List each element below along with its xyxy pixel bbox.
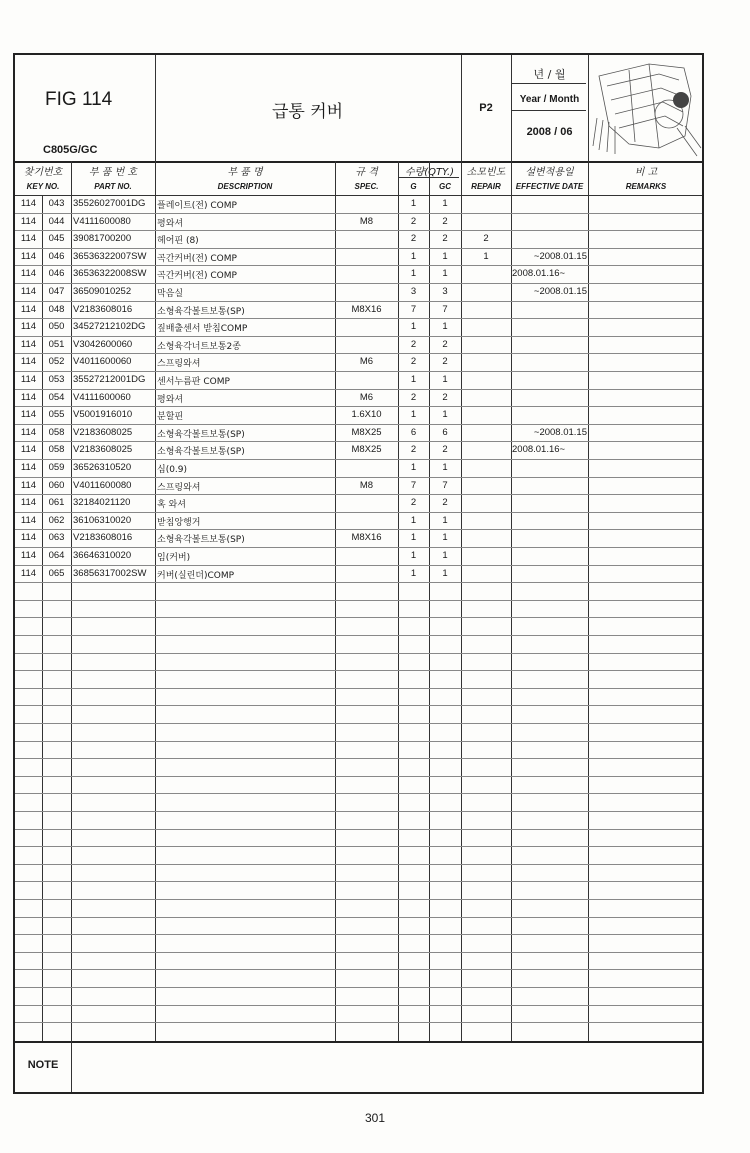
cell-part: V2183608025 (73, 426, 133, 438)
cell-gc: 2 (442, 391, 448, 403)
cell-eff: 2008.01.16~ (512, 444, 566, 456)
cell-key: 060 (48, 479, 65, 491)
col-part-ko: 부 품 번 호 (88, 167, 138, 178)
cell-key: 058 (48, 426, 65, 438)
cell-fig: 114 (20, 321, 37, 333)
cell-gc: 1 (442, 462, 448, 473)
col-spec-ko: 규 격 (355, 167, 378, 178)
table-row-line (15, 389, 702, 390)
col-key-en: KEY NO. (26, 182, 60, 191)
col-remarks-ko: 비 고 (634, 167, 658, 178)
cell-spec: M8X25 (351, 444, 382, 456)
table-row-line (15, 635, 702, 636)
cell-gc: 1 (442, 374, 448, 385)
cell-gc: 1 (442, 321, 448, 333)
cell-part: 34527212102DG (73, 321, 146, 333)
table-row-line (15, 336, 702, 337)
table-row-line (15, 529, 702, 530)
cell-desc: 커버(실린더)COMP (157, 570, 235, 581)
cell-gc: 1 (442, 532, 448, 544)
col-desc-en: DESCRIPTION (217, 182, 273, 191)
cell-key: 044 (48, 215, 65, 227)
cell-part: 36106310020 (73, 514, 132, 526)
cell-key: 061 (48, 497, 65, 509)
cell-g: 1 (410, 532, 417, 544)
cell-g: 7 (410, 303, 417, 315)
cell-part: 36526310520 (73, 462, 132, 473)
cell-part: 36856317002SW (73, 567, 147, 579)
table-column-divider (335, 161, 336, 1041)
cell-repair: 2 (483, 233, 489, 245)
cell-part: 36536322008SW (73, 268, 147, 280)
table-row-line (15, 459, 702, 460)
col-eff-en: EFFECTIVE DATE (515, 182, 584, 191)
cell-key: 059 (48, 462, 65, 473)
cell-g: 2 (410, 233, 417, 245)
cell-g: 1 (410, 514, 417, 526)
table-row-line (15, 283, 702, 284)
cell-desc: 센서누름판 COMP (157, 377, 230, 387)
cell-key: 045 (48, 233, 65, 245)
cell-spec: M8 (359, 215, 374, 227)
cell-spec: M6 (359, 356, 374, 368)
cell-fig: 114 (20, 532, 37, 544)
cell-key: 047 (48, 286, 65, 297)
cell-key: 053 (48, 374, 65, 385)
table-row-line (15, 477, 702, 478)
cell-fig: 114 (20, 215, 37, 227)
cell-part: V4111600060 (73, 391, 131, 403)
cell-part: 36536322007SW (73, 250, 147, 262)
cell-key: 048 (48, 303, 65, 315)
table-row-line (15, 653, 702, 654)
table-row-line (15, 512, 702, 513)
cell-g: 1 (410, 374, 417, 385)
cell-part: V4011600080 (73, 479, 132, 491)
cell-gc: 2 (442, 497, 448, 509)
table-row-line (15, 723, 702, 724)
table-row-line (15, 565, 702, 566)
header-divider (511, 83, 586, 84)
cell-fig: 114 (20, 356, 37, 368)
cell-spec: M8X16 (351, 532, 382, 544)
cell-desc: 짚배출센서 받침COMP (157, 324, 248, 335)
table-row-line (15, 917, 702, 918)
cell-gc: 7 (442, 479, 448, 491)
cell-desc: 임(커버) (157, 553, 191, 563)
cell-gc: 1 (442, 409, 448, 421)
cell-key: 052 (48, 356, 65, 368)
table-row-line (15, 353, 702, 354)
cell-fig: 114 (20, 514, 37, 526)
cell-spec: M8 (359, 479, 374, 491)
table-row-line (15, 494, 702, 495)
cell-spec: 1.6X10 (351, 409, 382, 421)
cell-g: 1 (410, 550, 417, 561)
note-top-line (15, 1041, 702, 1043)
cell-fig: 114 (20, 567, 37, 579)
cell-repair: 1 (483, 250, 489, 262)
cell-desc: 심(0.9) (157, 465, 188, 475)
cell-gc: 2 (442, 215, 448, 227)
cell-fig: 114 (20, 462, 37, 473)
cell-eff: ~2008.01.15 (533, 426, 587, 438)
table-row-line (15, 846, 702, 847)
cell-g: 1 (410, 567, 417, 579)
cell-desc: 혹 와셔 (157, 500, 186, 511)
cell-fig: 114 (20, 479, 37, 491)
table-row-line (15, 881, 702, 882)
cell-gc: 2 (442, 338, 448, 350)
cell-fig: 114 (20, 250, 37, 262)
table-row-line (15, 758, 702, 759)
cell-fig: 114 (20, 268, 37, 280)
cell-desc: 스프링와셔 (157, 359, 201, 370)
table-row-line (15, 371, 702, 372)
col-repair-ko: 소모빈도 (466, 167, 506, 178)
page-code: P2 (479, 102, 493, 114)
cell-part: 32184021120 (73, 497, 131, 509)
cell-gc: 1 (442, 514, 448, 526)
cell-gc: 1 (442, 268, 448, 280)
table-row-line (15, 829, 702, 830)
table-row-line (15, 617, 702, 618)
cell-gc: 1 (442, 250, 448, 262)
cell-gc: 1 (442, 550, 448, 561)
cell-g: 1 (410, 198, 417, 209)
cell-g: 1 (410, 409, 417, 421)
cell-key: 046 (48, 250, 65, 262)
table-row-line (15, 265, 702, 266)
column-header-bottom-line (15, 195, 702, 196)
cell-fig: 114 (20, 426, 37, 438)
col-eff-ko: 설변적용일 (525, 167, 574, 178)
machine-thumbnail-image (589, 56, 704, 160)
table-row-line (15, 934, 702, 935)
cell-g: 2 (410, 391, 417, 403)
note-divider (71, 1041, 72, 1092)
cell-fig: 114 (20, 497, 37, 509)
cell-key: 065 (48, 567, 65, 579)
cell-gc: 1 (442, 198, 448, 209)
col-part-en: PART NO. (94, 182, 132, 191)
cell-fig: 114 (20, 233, 37, 245)
table-column-divider (155, 161, 156, 1041)
cell-part: 36646310020 (73, 550, 132, 561)
table-row-line (15, 1005, 702, 1006)
table-row-line (15, 547, 702, 548)
cell-g: 2 (410, 497, 417, 509)
table-row-line (15, 741, 702, 742)
col-desc-ko: 부 품 명 (227, 167, 263, 178)
table-row-line (15, 688, 702, 689)
cell-fig: 114 (20, 550, 37, 561)
cell-desc: 분할핀 (157, 412, 184, 423)
table-column-divider (461, 161, 462, 1041)
table-row-line (15, 441, 702, 442)
year-month-label-ko: 년 / 월 (533, 68, 566, 81)
cell-desc: 평와셔 (157, 218, 184, 229)
cell-key: 046 (48, 268, 65, 280)
cell-g: 1 (410, 250, 417, 262)
cell-fig: 114 (20, 409, 37, 421)
cell-gc: 2 (442, 356, 448, 368)
table-row-line (15, 899, 702, 900)
cell-desc: 스프링와셔 (157, 482, 201, 493)
table-row-line (15, 248, 702, 249)
table-row-line (15, 864, 702, 865)
cell-g: 1 (410, 321, 417, 333)
table-column-divider (71, 161, 72, 1041)
cell-gc: 7 (442, 303, 448, 315)
cell-eff: ~2008.01.15 (533, 286, 587, 297)
cell-g: 3 (410, 286, 417, 297)
table-row-line (15, 776, 702, 777)
cell-part: 36509010252 (73, 286, 132, 297)
cell-desc: 소형육각너트보통2종 (157, 341, 241, 352)
table-row-line (15, 1022, 702, 1023)
cell-gc: 3 (442, 286, 448, 297)
table-row-line (15, 318, 702, 319)
cell-spec: M8X16 (351, 303, 382, 315)
col-remarks-en: REMARKS (625, 182, 667, 191)
cell-fig: 114 (20, 444, 37, 456)
table-row-line (15, 230, 702, 231)
highlight-marker (673, 92, 689, 108)
table-column-divider (588, 161, 589, 1041)
cell-part: V2183608016 (73, 532, 133, 544)
cell-key: 055 (48, 409, 65, 421)
cell-part: V2183608025 (73, 444, 133, 456)
table-row-line (15, 424, 702, 425)
figure-number: FIG 114 (45, 89, 113, 110)
cell-desc: 소형육각볼트보통(SP) (157, 535, 245, 546)
cell-part: V5001916010 (73, 409, 133, 421)
year-month-label-en: Year / Month (519, 94, 580, 105)
cell-key: 050 (48, 321, 65, 333)
cell-desc: 소형육각볼트보통(SP) (157, 447, 245, 458)
col-repair-en: REPAIR (471, 182, 501, 191)
col-qty-gc: GC (439, 182, 451, 191)
table-row-line (15, 406, 702, 407)
cell-g: 7 (410, 479, 417, 491)
table-row-line (15, 705, 702, 706)
cell-key: 051 (48, 338, 65, 350)
table-row-line (15, 301, 702, 302)
cell-g: 2 (410, 338, 417, 350)
cell-g: 2 (410, 215, 417, 227)
cell-desc: 소형육각볼트보통(SP) (157, 429, 245, 440)
cell-desc: 평와셔 (157, 394, 184, 405)
cell-gc: 2 (442, 233, 448, 245)
cell-fig: 114 (20, 303, 37, 315)
page-title: 급통 커버 (271, 102, 344, 122)
cell-fig: 114 (20, 286, 37, 297)
cell-desc: 소형육각볼트보통(SP) (157, 306, 245, 317)
cell-gc: 1 (442, 567, 448, 579)
table-row-line (15, 987, 702, 988)
cell-key: 063 (48, 532, 65, 544)
cell-desc: 받침앙행거 (157, 517, 201, 528)
cell-spec: M8X25 (351, 426, 382, 438)
cell-part: V3042600060 (73, 338, 133, 350)
cell-fig: 114 (20, 374, 37, 385)
parts-list-frame (13, 53, 704, 1094)
table-row-line (15, 600, 702, 601)
table-row-line (15, 811, 702, 812)
cell-key: 054 (48, 391, 65, 403)
header-divider (511, 110, 586, 111)
cell-part: 35527212001DG (73, 374, 146, 385)
cell-fig: 114 (20, 198, 37, 209)
col-qty-g: G (410, 182, 417, 191)
cell-spec: M6 (359, 391, 374, 403)
model-code: C805G/GC (43, 144, 98, 156)
cell-desc: 플레이트(전) COMP (157, 201, 237, 211)
table-row-line (15, 952, 702, 953)
cell-key: 064 (48, 550, 65, 561)
year-month-value: 2008 / 06 (526, 126, 573, 138)
cell-part: V2183608016 (73, 303, 133, 315)
cell-g: 1 (410, 268, 417, 280)
cell-desc: 막음실 (157, 289, 184, 299)
col-spec-en: SPEC. (354, 182, 379, 191)
table-row-line (15, 793, 702, 794)
cell-key: 043 (48, 198, 65, 209)
cell-eff: ~2008.01.15 (533, 250, 587, 262)
col-qty-ko: 수량(QTY.) (404, 167, 455, 178)
cell-g: 6 (410, 426, 417, 438)
cell-part: V4111600080 (73, 215, 131, 227)
cell-g: 2 (410, 356, 417, 368)
cell-desc: 곡간커버(전) COMP (157, 271, 237, 282)
cell-fig: 114 (20, 391, 37, 403)
cell-key: 062 (48, 514, 65, 526)
cell-eff: 2008.01.16~ (512, 268, 566, 280)
cell-part: V4011600060 (73, 356, 132, 368)
cell-fig: 114 (20, 338, 37, 350)
cell-desc: 곡간커버(전) COMP (157, 253, 237, 264)
cell-gc: 6 (442, 426, 448, 438)
table-row-line (15, 969, 702, 970)
cell-part: 39081700200 (73, 233, 132, 245)
cell-g: 1 (410, 462, 417, 473)
page-number: 301 (364, 1111, 386, 1125)
cell-part: 35526027001DG (73, 198, 146, 209)
table-row-line (15, 213, 702, 214)
cell-gc: 2 (442, 444, 448, 456)
col-key-ko: 찾기번호 (23, 167, 63, 178)
cell-desc: 헤어핀 (8) (157, 236, 199, 247)
note-label: NOTE (27, 1059, 59, 1071)
table-row-line (15, 670, 702, 671)
cell-key: 058 (48, 444, 65, 456)
table-row-line (15, 582, 702, 583)
cell-g: 2 (410, 444, 417, 456)
